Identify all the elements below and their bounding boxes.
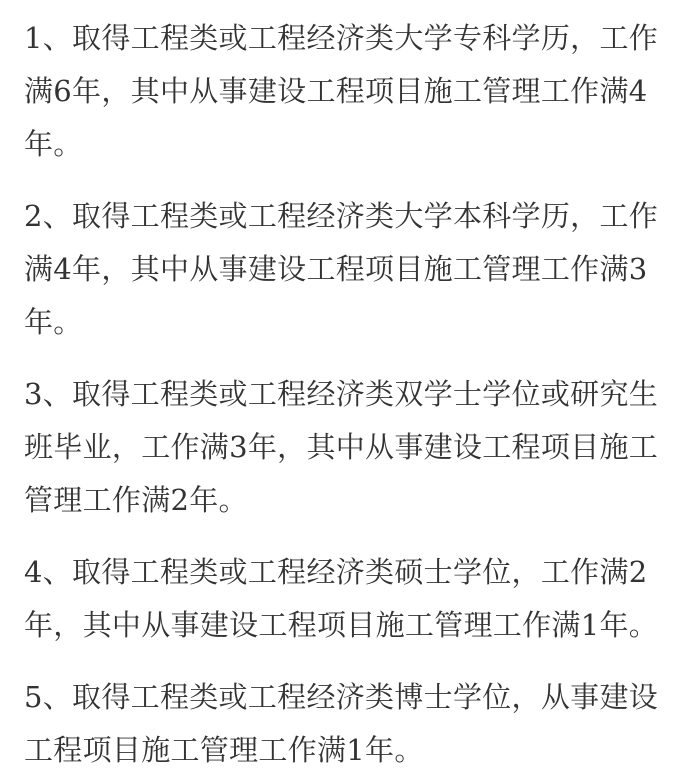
requirement-item-3: 3、取得工程类或工程经济类双学士学位或研究生班毕业，工作满3年，其中从事建设工程项目施工管理工作满2年。 xyxy=(24,377,659,517)
requirement-item-5: 5、取得工程类或工程经济类博士学位，从事建设工程项目施工管理工作满1年。 xyxy=(24,680,659,767)
requirement-item-2: 2、取得工程类或工程经济类大学本科学历，工作满4年，其中从事建设工程项目施工管理工作满3年。 xyxy=(24,199,659,339)
requirement-item-4: 4、取得工程类或工程经济类硕士学位，工作满2年，其中从事建设工程项目施工管理工作满1年。 xyxy=(24,555,659,642)
requirement-item-1: 1、取得工程类或工程经济类大学专科学历，工作满6年，其中从事建设工程项目施工管理工作满4年。 xyxy=(24,21,659,161)
article-body xyxy=(24,12,664,777)
